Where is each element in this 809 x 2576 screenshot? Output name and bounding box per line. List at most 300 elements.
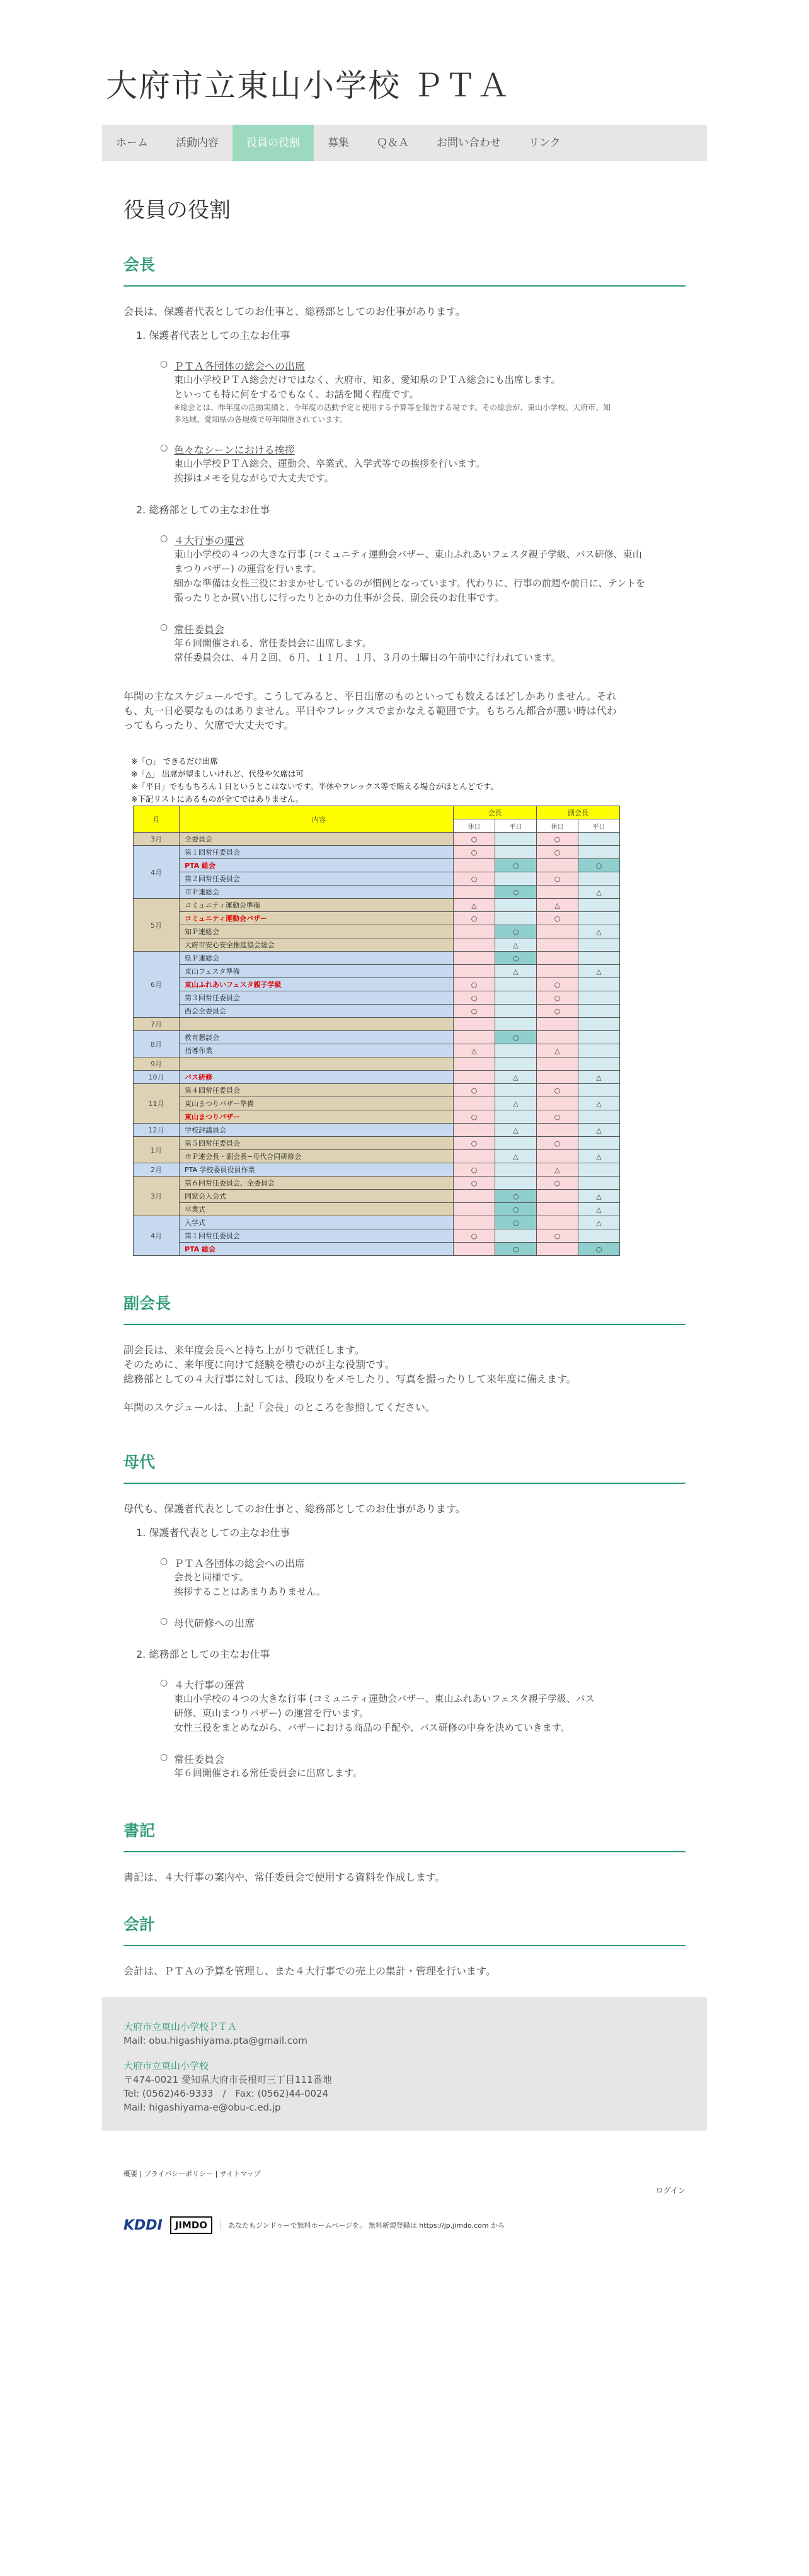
schedule-row: [134, 1203, 620, 1216]
circle-bullet-icon: ○: [160, 443, 168, 453]
schedule-content-cell: 第４回常任委員会: [180, 1084, 454, 1097]
fuku-kyujitsu-cell: [537, 886, 578, 899]
fuku-heijitsu-cell: [578, 952, 620, 965]
schedule-row: [134, 1229, 620, 1243]
sub-item-desc: 張ったりとか買い出しに行ったりとかの力仕事が会長、副会長のお仕事です。: [174, 592, 504, 603]
bottom-links[interactable]: 概要 | プライバシーポリシー | サイトマップ: [123, 2170, 261, 2178]
kaicho-kyujitsu-cell: [454, 1124, 495, 1137]
kaicho-heijitsu-cell: △: [495, 1097, 537, 1110]
fuku-heijitsu-cell: [578, 1044, 620, 1057]
kaicho-kyujitsu-cell: ○: [454, 1005, 495, 1018]
nav-item[interactable]: ホーム: [116, 137, 148, 149]
nav-item[interactable]: 役員の役割: [232, 125, 314, 161]
schedule-intro-line: ってもらったり、欠席で大丈夫です。: [123, 719, 294, 731]
kaicho-heijitsu-cell: ○: [495, 859, 537, 872]
kaicho-kyujitsu-cell: [454, 1057, 495, 1071]
header-content: 内容: [180, 806, 454, 833]
circle-bullet-icon: ○: [160, 1678, 168, 1688]
sub-item-desc: まつりバザー) の運営を行います。: [174, 563, 322, 574]
fukukaicho-text: 総務部としての４大行事に対しては、段取りをメモしたり、写真を撮ったりして来年度に備えます。: [123, 1373, 577, 1385]
fuku-kyujitsu-cell: ○: [537, 912, 578, 925]
footer-tel: Tel: (0562)46-9333 / Fax: (0562)44-0024: [123, 2088, 329, 2099]
fuku-kyujitsu-cell: [537, 1203, 578, 1216]
sub-item-title: 常任委員会: [174, 624, 225, 635]
schedule-row: [134, 1071, 620, 1084]
fuku-heijitsu-cell: △: [578, 925, 620, 938]
fuku-kyujitsu-cell: [537, 1071, 578, 1084]
fuku-kyujitsu-cell: ○: [537, 872, 578, 886]
sub-item-title: ４大行事の運営: [174, 535, 245, 547]
kaicho-heijitsu-cell: [495, 978, 537, 991]
sub-item-title: ４大行事の運営: [174, 1679, 245, 1691]
kaicho-heijitsu-cell: ○: [495, 1031, 537, 1044]
fuku-kyujitsu-cell: [537, 1150, 578, 1163]
schedule-row: [134, 1084, 620, 1097]
schedule-content-cell: PTA 総会: [180, 1243, 454, 1256]
kaicho-kyujitsu-cell: ○: [454, 1177, 495, 1190]
circle-bullet-icon: ○: [160, 359, 168, 369]
fuku-heijitsu-cell: [578, 1137, 620, 1150]
schedule-row: [134, 978, 620, 991]
fuku-kyujitsu-cell: ○: [537, 991, 578, 1005]
kaicho-kyujitsu-cell: [454, 1097, 495, 1110]
kaicho-heijitsu-cell: ○: [495, 886, 537, 899]
fuku-heijitsu-cell: [578, 938, 620, 952]
kaicho-kyujitsu-cell: [454, 1018, 495, 1031]
fuku-heijitsu-cell: [578, 1163, 620, 1177]
schedule-content-cell: 西会全委員会: [180, 1005, 454, 1018]
schedule-content-cell: [180, 1057, 454, 1071]
bodai-sub-item: [160, 1677, 686, 1735]
schedule-content-cell: 指導作業: [180, 1044, 454, 1057]
circle-bullet-icon: ○: [160, 1752, 168, 1762]
kaicho-heijitsu-cell: ○: [495, 1243, 537, 1256]
schedule-row: [134, 1190, 620, 1203]
fuku-kyujitsu-cell: ○: [537, 1005, 578, 1018]
fuku-heijitsu-cell: ○: [578, 859, 620, 872]
login-link[interactable]: ログイン: [655, 2186, 686, 2195]
fuku-kyujitsu-cell: △: [537, 899, 578, 912]
page-title: 役員の役割: [123, 198, 231, 223]
schedule-row: [134, 1057, 620, 1071]
fuku-kyujitsu-cell: [537, 925, 578, 938]
schedule-month-cell: 3月: [134, 1177, 180, 1216]
kaicho-heijitsu-cell: ○: [495, 1190, 537, 1203]
schedule-month-cell: 8月: [134, 1031, 180, 1057]
kaicho-heijitsu-cell: ○: [495, 925, 537, 938]
main-nav: [102, 125, 707, 161]
circle-bullet-icon: ○: [160, 622, 168, 632]
circle-bullet-icon: ○: [160, 533, 168, 544]
kaikei-text: 会計は、ＰＴＡの予算を管理し、また４大行事での売上の集計・管理を行います。: [123, 1965, 496, 1977]
fuku-kyujitsu-cell: [537, 952, 578, 965]
sub-item-desc: 東山小学校ＰＴＡ総会、運動会、卒業式、入学式等での挨拶を行います。: [174, 458, 485, 469]
schedule-intro-line: 年間の主なスケジュールです。こうしてみると、平日出席のものといっても数えるほどしかありません。それ: [123, 690, 617, 702]
kaicho-kyujitsu-cell: ○: [454, 1163, 495, 1177]
schedule-content-cell: 教育懇談会: [180, 1031, 454, 1044]
circle-bullet-icon: ○: [160, 1616, 168, 1626]
kaicho-sub-item: [160, 358, 686, 426]
kaicho-kyujitsu-cell: [454, 1216, 495, 1229]
fuku-heijitsu-cell: △: [578, 1150, 620, 1163]
schedule-row: [134, 899, 620, 912]
kaicho-heijitsu-cell: △: [495, 1124, 537, 1137]
fuku-kyujitsu-cell: ○: [537, 1177, 578, 1190]
fuku-kyujitsu-cell: ○: [537, 1229, 578, 1243]
fukukaicho-text: 副会長は、来年度会長へと持ち上がりで就任します。: [123, 1344, 365, 1356]
kaicho-kyujitsu-cell: [454, 1031, 495, 1044]
kaicho-heijitsu-cell: [495, 1084, 537, 1097]
kaicho-heijitsu-cell: [495, 1163, 537, 1177]
schedule-content-cell: 東山まつりバザー: [180, 1110, 454, 1124]
schedule-row: [134, 1137, 620, 1150]
schedule-content-cell: コミュニティ運動会準備: [180, 899, 454, 912]
kaicho-heijitsu-cell: [495, 912, 537, 925]
kaicho-kyujitsu-cell: [454, 1150, 495, 1163]
nav-item[interactable]: リンク: [529, 137, 561, 149]
sub-item-desc: 女性三役をまとめながら、バザーにおける商品の手配や、バス研修の中身を決めていきます。: [174, 1722, 570, 1733]
fuku-heijitsu-cell: [578, 899, 620, 912]
section-heading-kaicho: 会長: [123, 253, 686, 287]
page-wrapper: [102, 0, 707, 2234]
schedule-content-cell: 同窓会入会式: [180, 1190, 454, 1203]
kaicho-kyujitsu-cell: [454, 1071, 495, 1084]
fuku-kyujitsu-cell: [537, 1216, 578, 1229]
fuku-kyujitsu-cell: [537, 938, 578, 952]
schedule-month-cell: 1月: [134, 1137, 180, 1163]
kaicho-kyujitsu-cell: [454, 965, 495, 978]
header-heijitsu: 平日: [578, 819, 620, 833]
schedule-content-cell: 卒業式: [180, 1203, 454, 1216]
fuku-kyujitsu-cell: ○: [537, 978, 578, 991]
shoki-text: 書記は、４大行事の案内や、常任委員会で使用する資料を作成します。: [123, 1871, 445, 1883]
fuku-kyujitsu-cell: [537, 1018, 578, 1031]
footer-org-name: 大府市立東山小学校ＰＴＡ: [123, 2021, 238, 2032]
fuku-kyujitsu-cell: [537, 1190, 578, 1203]
header-kyujitsu: 休日: [454, 819, 495, 833]
fuku-heijitsu-cell: [578, 1229, 620, 1243]
schedule-content-cell: 第３回常任委員会: [180, 991, 454, 1005]
kaicho-kyujitsu-cell: ○: [454, 1084, 495, 1097]
kaicho-kyujitsu-cell: [454, 886, 495, 899]
fuku-heijitsu-cell: [578, 1031, 620, 1044]
header-heijitsu: 平日: [495, 819, 537, 833]
header-month: 月: [134, 806, 180, 833]
bodai-sub-item: [160, 1556, 686, 1599]
schedule-content-cell: 第１回常任委員会: [180, 1229, 454, 1243]
kaicho-kyujitsu-cell: ○: [454, 1229, 495, 1243]
schedule-row: [134, 1005, 620, 1018]
schedule-content-cell: PTA 学校委員役員作業: [180, 1163, 454, 1177]
schedule-row: [134, 886, 620, 899]
schedule-row: [134, 1163, 620, 1177]
schedule-row: [134, 1031, 620, 1044]
fuku-kyujitsu-cell: [537, 965, 578, 978]
kaicho-kyujitsu-cell: △: [454, 899, 495, 912]
section-heading-kaikei: 会計: [123, 1912, 686, 1946]
schedule-month-cell: 4月: [134, 1216, 180, 1256]
kaicho-heijitsu-cell: [495, 872, 537, 886]
sub-item-desc: 常任委員会は、４月２回、６月、１１月、１月、３月の土曜日の午前中に行われています。: [174, 652, 561, 663]
fuku-kyujitsu-cell: ○: [537, 846, 578, 859]
schedule-content-cell: 東山フェスタ準備: [180, 965, 454, 978]
sub-item-title: ＰＴＡ各団体の総会への出席: [174, 360, 306, 372]
kaicho-heijitsu-cell: [495, 899, 537, 912]
schedule-row: [134, 833, 620, 846]
kaicho-kyujitsu-cell: ○: [454, 991, 495, 1005]
footer-address: 〒474-0021 愛知県大府市長根町三丁目111番地: [123, 2074, 332, 2085]
fuku-heijitsu-cell: △: [578, 965, 620, 978]
fuku-kyujitsu-cell: [537, 1097, 578, 1110]
schedule-content-cell: 第１回常任委員会: [180, 846, 454, 859]
sub-item-title: 色々なシーンにおける挨拶: [174, 444, 295, 456]
schedule-content-cell: 学校評議員会: [180, 1124, 454, 1137]
jimdo-badges: [123, 2216, 686, 2234]
sub-item-desc: 年６回開催される常任委員会に出席します。: [174, 1767, 362, 1779]
schedule-row: [134, 1150, 620, 1163]
section-heading-shoki: 書記: [123, 1818, 686, 1852]
kaicho-kyujitsu-cell: ○: [454, 846, 495, 859]
bodai-list: [136, 1525, 686, 1781]
schedule-content-cell: 知Ｐ連総会: [180, 925, 454, 938]
schedule-month-cell: 7月: [134, 1018, 180, 1031]
schedule-row: [134, 925, 620, 938]
schedule-content-cell: 市Ｐ連総会: [180, 886, 454, 899]
fuku-heijitsu-cell: [578, 991, 620, 1005]
kddi-logo[interactable]: KDDI: [123, 2217, 163, 2233]
bodai-list-item-1: 1. 保護者代表としての主なお仕事: [136, 1527, 290, 1539]
schedule-note: ※「○」 できるだけ出席: [131, 756, 218, 766]
kaicho-intro: 会長は、保護者代表としてのお仕事と、総務部としてのお仕事があります。: [123, 305, 466, 317]
footer: [102, 1997, 707, 2131]
kaicho-sub-item: [160, 622, 686, 665]
fuku-heijitsu-cell: [578, 872, 620, 886]
kaicho-kyujitsu-cell: [454, 1190, 495, 1203]
sub-item-desc: 挨拶することはあまりありません。: [174, 1586, 326, 1597]
kaicho-kyujitsu-cell: ○: [454, 912, 495, 925]
section-heading-bodai: 母代: [123, 1450, 686, 1484]
kaicho-kyujitsu-cell: [454, 1203, 495, 1216]
kaicho-list: [136, 328, 686, 665]
fuku-heijitsu-cell: [578, 1005, 620, 1018]
fukukaicho-text: そのために、来年度に向けて経験を積むのが主な役割です。: [123, 1359, 395, 1371]
fuku-kyujitsu-cell: ○: [537, 1137, 578, 1150]
schedule-row: [134, 1044, 620, 1057]
kaicho-sub-item: [160, 442, 686, 486]
schedule-content-cell: 東山まつりバザー準備: [180, 1097, 454, 1110]
fuku-heijitsu-cell: [578, 978, 620, 991]
nav-item[interactable]: お問い合わせ: [437, 137, 501, 149]
schedule-intro-line: も、丸一日必要なものはありません。平日やフレックスでまかなえる範囲です。もちろん都合が悪い時は代わ: [123, 705, 617, 717]
schedule-row: [134, 1018, 620, 1031]
sub-item-title: 常任委員会: [174, 1753, 225, 1765]
schedule-content-cell: 全委員会: [180, 833, 454, 846]
schedule-row: [134, 859, 620, 872]
schedule-row: [134, 872, 620, 886]
jimdo-promo-text[interactable]: あなたもジンドゥーで無料ホームページを。 無料新規登録は https://jp.jimdo.com から: [220, 2220, 505, 2230]
header-kyujitsu: 休日: [537, 819, 578, 833]
fuku-heijitsu-cell: ○: [578, 1243, 620, 1256]
schedule-content-cell: PTA 総会: [180, 859, 454, 872]
header-kaicho: 会長: [454, 806, 537, 819]
fuku-heijitsu-cell: △: [578, 1097, 620, 1110]
schedule-content-cell: コミュニティ運動会バザー: [180, 912, 454, 925]
fuku-heijitsu-cell: △: [578, 1216, 620, 1229]
kaicho-heijitsu-cell: ○: [495, 952, 537, 965]
sub-item-desc: 会長と同様です。: [174, 1571, 249, 1583]
fuku-kyujitsu-cell: [537, 1031, 578, 1044]
kaicho-heijitsu-cell: ○: [495, 1203, 537, 1216]
schedule-row: [134, 1110, 620, 1124]
fuku-heijitsu-cell: △: [578, 1124, 620, 1137]
fuku-heijitsu-cell: △: [578, 1190, 620, 1203]
sub-item-desc: 東山小学校の４つの大きな行事 (コミュニティ運動会バザー、東山ふれあいフェスタ親子学級、バス: [174, 1693, 595, 1704]
kaicho-kyujitsu-cell: [454, 1243, 495, 1256]
kaicho-kyujitsu-cell: [454, 938, 495, 952]
bottom-bar: [102, 2131, 707, 2234]
kaicho-heijitsu-cell: [495, 1177, 537, 1190]
sub-item-desc: 研修、東山まつりバザー) の運営を行います。: [174, 1707, 369, 1719]
fuku-heijitsu-cell: [578, 1177, 620, 1190]
kaicho-heijitsu-cell: [495, 1110, 537, 1124]
schedule-content-cell: 第５回常任委員会: [180, 1137, 454, 1150]
fuku-heijitsu-cell: [578, 1057, 620, 1071]
fuku-heijitsu-cell: [578, 846, 620, 859]
kaicho-heijitsu-cell: △: [495, 938, 537, 952]
schedule-row: [134, 1177, 620, 1190]
schedule-intro: [123, 689, 686, 732]
footer-school-mail-link[interactable]: Mail: higashiyama-e@obu-c.ed.jp: [123, 2102, 281, 2113]
header-fukukaicho: 副会長: [537, 806, 620, 819]
fuku-kyujitsu-cell: ○: [537, 1084, 578, 1097]
kaicho-list-item-1: 1. 保護者代表としての主なお仕事: [136, 329, 290, 341]
schedule-row: [134, 846, 620, 859]
circle-bullet-icon: ○: [160, 1556, 168, 1566]
schedule-month-cell: 11月: [134, 1084, 180, 1124]
schedule-month-cell: 9月: [134, 1057, 180, 1071]
sub-item-title: 母代研修への出席: [174, 1617, 255, 1629]
schedule-row: [134, 1124, 620, 1137]
sub-item-desc: 年６回開催される、常任委員会に出席します。: [174, 637, 372, 649]
fuku-kyujitsu-cell: ○: [537, 833, 578, 846]
fuku-heijitsu-cell: △: [578, 1071, 620, 1084]
kaicho-heijitsu-cell: [495, 1018, 537, 1031]
schedule-month-cell: 5月: [134, 899, 180, 952]
kaicho-heijitsu-cell: [495, 1005, 537, 1018]
site-title[interactable]: 大府市立東山小学校 ＰＴＡ: [106, 67, 510, 104]
kaicho-heijitsu-cell: [495, 1137, 537, 1150]
schedule-content-cell: 東山ふれあいフェスタ親子学級: [180, 978, 454, 991]
schedule-row: [134, 952, 620, 965]
schedule-month-cell: 4月: [134, 846, 180, 899]
fuku-heijitsu-cell: △: [578, 1203, 620, 1216]
sub-item-note: ※総会とは、昨年度の活動実績と、今年度の活動予定と使用する予算等を報告する場です。その総会が、東山小学校、大府市、知: [174, 403, 611, 412]
schedule-row: [134, 991, 620, 1005]
schedule-row: [134, 1097, 620, 1110]
sub-item-desc: 細かな準備は女性三役におまかせしているのが慣例となっています。代わりに、行事の前週や前日に、テントを: [174, 578, 646, 589]
bodai-sub-item: [160, 1752, 686, 1781]
kaicho-kyujitsu-cell: ○: [454, 1137, 495, 1150]
kaicho-heijitsu-cell: △: [495, 1071, 537, 1084]
fuku-kyujitsu-cell: [537, 1243, 578, 1256]
bodai-sub-item: [160, 1616, 686, 1630]
footer-school-name: 大府市立東山小学校: [123, 2060, 209, 2072]
schedule-content-cell: 第２回常任委員会: [180, 872, 454, 886]
schedule-content-cell: [180, 1018, 454, 1031]
bodai-list-item-2: 2. 総務部としての主なお仕事: [136, 1648, 270, 1660]
schedule-content-cell: 入学式: [180, 1216, 454, 1229]
schedule-content-cell: 大府市安心安全推進協会総会: [180, 938, 454, 952]
fuku-kyujitsu-cell: [537, 1124, 578, 1137]
kaicho-heijitsu-cell: △: [495, 965, 537, 978]
fuku-heijitsu-cell: [578, 1084, 620, 1097]
kaicho-heijitsu-cell: △: [495, 1150, 537, 1163]
schedule-content-cell: 第６回常任委員会、全委員会: [180, 1177, 454, 1190]
nav-item[interactable]: 募集: [328, 137, 349, 149]
sub-item-note: 多地域、愛知県の各規模で毎年開催されています。: [174, 415, 348, 424]
fuku-kyujitsu-cell: [537, 859, 578, 872]
section-heading-fukukaicho: 副会長: [123, 1291, 686, 1325]
schedule-content-cell: 県Ｐ連総会: [180, 952, 454, 965]
schedule-month-cell: 6月: [134, 952, 180, 1018]
sub-item-desc: 東山小学校ＰＴＡ総会だけではなく、大府市、知多、愛知県のＰＴＡ総会にも出席します。: [174, 374, 561, 385]
fuku-heijitsu-cell: [578, 833, 620, 846]
bodai-intro: 母代も、保護者代表としてのお仕事と、総務部としてのお仕事があります。: [123, 1503, 466, 1515]
sub-item-desc: 挨拶はメモを見ながらで大丈夫です。: [174, 472, 334, 484]
kaicho-heijitsu-cell: [495, 1229, 537, 1243]
schedule-note: ※「△」 出席が望ましいけれど、代役や欠席は可: [131, 769, 304, 778]
fuku-kyujitsu-cell: △: [537, 1044, 578, 1057]
schedule-row: [134, 965, 620, 978]
kaicho-kyujitsu-cell: ○: [454, 1110, 495, 1124]
schedule-note: ※下記リストにあるものが全てではありません。: [131, 794, 304, 804]
footer-mail-link[interactable]: Mail: obu.higashiyama.pta@gmail.com: [123, 2035, 307, 2046]
nav-item[interactable]: Ｑ＆Ａ: [377, 137, 409, 149]
schedule-row: [134, 1216, 620, 1229]
kaicho-heijitsu-cell: ○: [495, 1216, 537, 1229]
fuku-kyujitsu-cell: △: [537, 1163, 578, 1177]
kaicho-list-item-2: 2. 総務部としての主なお仕事: [136, 504, 270, 516]
schedule-month-cell: 12月: [134, 1124, 180, 1137]
kaicho-heijitsu-cell: [495, 1044, 537, 1057]
schedule-table: [133, 806, 620, 1256]
schedule-notes: [123, 755, 686, 806]
kaicho-kyujitsu-cell: ○: [454, 978, 495, 991]
kaicho-kyujitsu-cell: ○: [454, 833, 495, 846]
fuku-heijitsu-cell: [578, 912, 620, 925]
schedule-content-cell: 市Ｐ連会長・副会長−母代合同研修会: [180, 1150, 454, 1163]
sub-item-title: ＰＴＡ各団体の総会への出席: [174, 1558, 306, 1570]
kaicho-heijitsu-cell: [495, 991, 537, 1005]
schedule-row: [134, 912, 620, 925]
kaicho-sub-item: [160, 533, 686, 605]
kaicho-kyujitsu-cell: ○: [454, 872, 495, 886]
fuku-heijitsu-cell: △: [578, 886, 620, 899]
schedule-note: ※「平日」でももちろん１日というとこはないです。半休やフレックス等で賄える場合がほとんどです。: [131, 782, 498, 791]
fuku-kyujitsu-cell: ○: [537, 1110, 578, 1124]
main-content: [102, 193, 707, 1978]
kaicho-heijitsu-cell: [495, 833, 537, 846]
sub-item-desc: 東山小学校の４つの大きな行事 (コミュニティ運動会バザー、東山ふれあいフェスタ親子学級、バス研修、東山: [174, 549, 642, 560]
nav-item[interactable]: 活動内容: [176, 137, 219, 149]
kaicho-heijitsu-cell: [495, 1057, 537, 1071]
kaicho-kyujitsu-cell: [454, 952, 495, 965]
kaicho-kyujitsu-cell: [454, 925, 495, 938]
fuku-heijitsu-cell: [578, 1110, 620, 1124]
jimdo-logo[interactable]: JIMDO: [170, 2216, 212, 2234]
kaicho-kyujitsu-cell: △: [454, 1044, 495, 1057]
sub-item-desc: といっても特に何をするでもなく、お話を聞く程度です。: [174, 389, 419, 400]
